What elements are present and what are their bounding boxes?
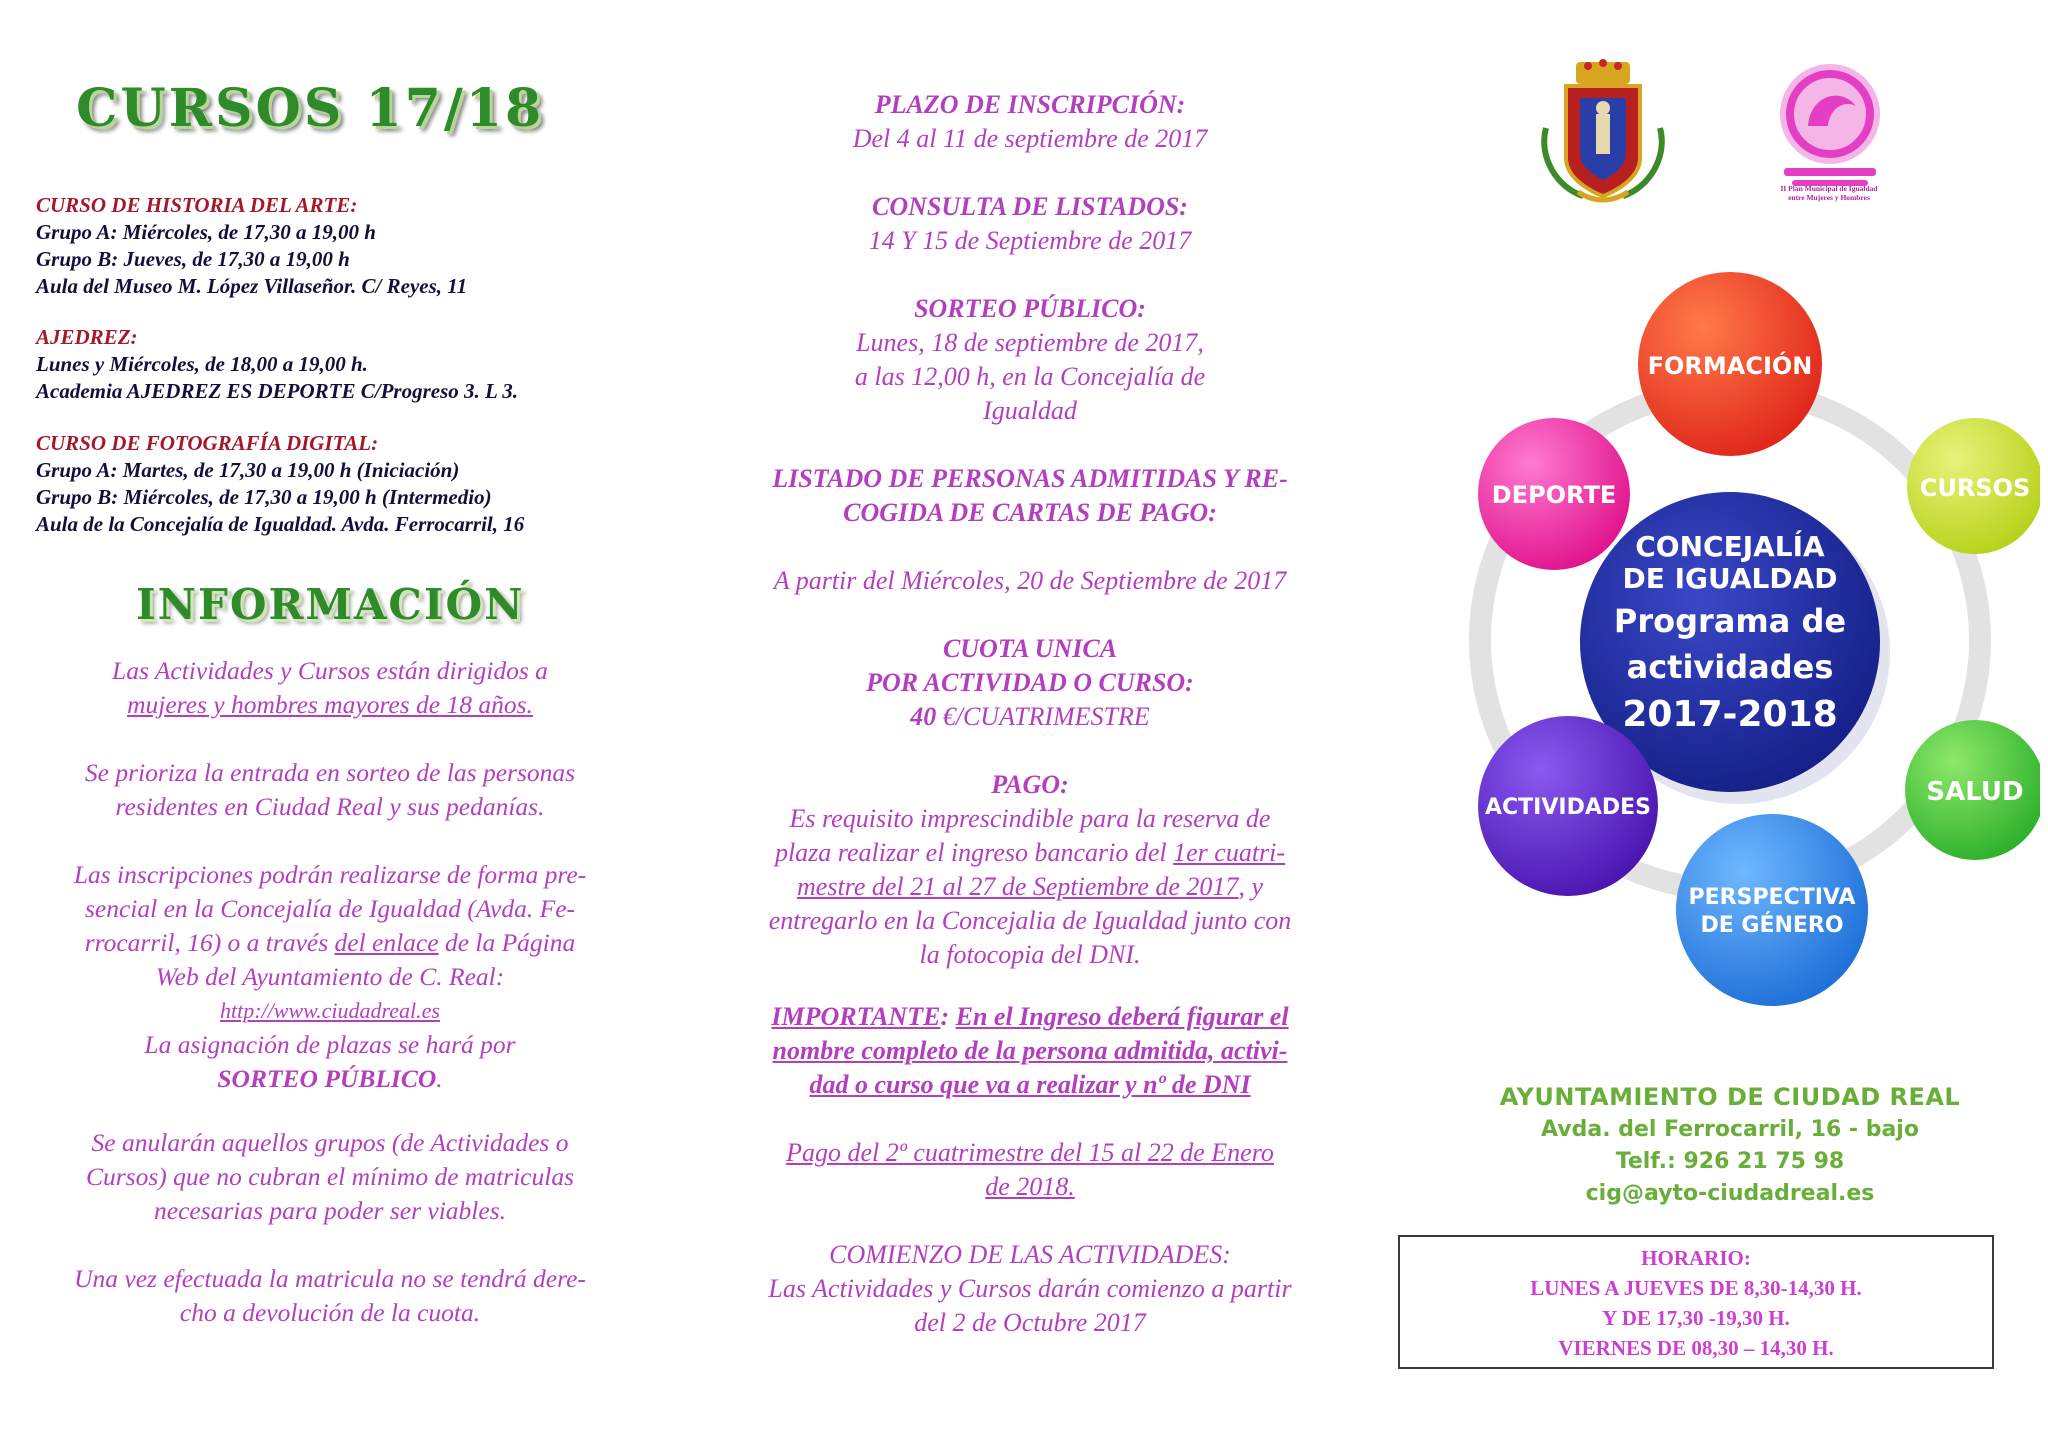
center-label: DE IGUALDAD	[1622, 562, 1838, 595]
node-label: CURSOS	[1919, 474, 2031, 502]
section-text: 1er cuatri-	[1173, 838, 1286, 867]
course-title: CURSO DE HISTORIA DEL ARTE:	[36, 193, 358, 217]
section-text: Las Actividades y Cursos darán comienzo a partir	[768, 1274, 1292, 1303]
cuota-section	[710, 632, 1350, 734]
center-year: 2017-2018	[1622, 694, 1838, 735]
cuota-amount-line	[710, 700, 1350, 734]
section-text: la fotocopia del DNI.	[919, 940, 1141, 969]
node-perspectiva	[1676, 814, 1868, 1006]
info-line: residentes en Ciudad Real y sus pedanías.	[115, 792, 545, 821]
section-text: mestre del 21 al 27 de Septiembre de 2017	[797, 872, 1239, 901]
info-text: de la Página	[444, 928, 576, 957]
section-heading: PLAZO DE INSCRIPCIÓN:	[874, 90, 1186, 119]
horario-title: HORARIO:	[1641, 1246, 1751, 1270]
section-text: de 2018.	[985, 1172, 1075, 1201]
sorteo-section	[710, 292, 1350, 428]
cuota-amount: 40	[910, 702, 937, 731]
middle-column	[680, 0, 1360, 1448]
importante-section	[710, 1000, 1350, 1102]
info-line: Cursos) que no cubran el mínimo de matriculas	[85, 1162, 574, 1191]
section-text: del 2 de Octubre 2017	[914, 1308, 1146, 1337]
section-heading: PAGO:	[991, 770, 1069, 799]
course-line: Academia AJEDREZ ES DEPORTE C/Progreso 3. L 3.	[36, 379, 519, 403]
comienzo-section	[710, 1238, 1350, 1340]
horario-line: Y DE 17,30 -19,30 H.	[1602, 1306, 1790, 1330]
ayuntamiento-address: Avda. del Ferrocarril, 16 - bajo	[1541, 1117, 1919, 1142]
info-line: mujeres y hombres mayores de 18 años.	[127, 690, 533, 719]
sorteo-publico-emphasis: SORTEO PÚBLICO	[217, 1064, 437, 1093]
importante-line	[710, 1000, 1350, 1034]
plazo-section	[710, 88, 1350, 156]
course-line: Lunes y Miércoles, de 18,00 a 19,00 h.	[36, 352, 368, 376]
section-heading: POR ACTIVIDAD O CURSO:	[866, 668, 1194, 697]
ayuntamiento-name: AYUNTAMIENTO DE CIUDAD REAL	[1499, 1083, 1961, 1111]
course-line: Aula del Museo M. López Villaseñor. C/ Reyes, 11	[36, 274, 468, 298]
info-text: .	[436, 1064, 443, 1093]
info-line: Las Actividades y Cursos están dirigidos a	[112, 656, 548, 685]
course-title: CURSO DE FOTOGRAFÍA DIGITAL:	[36, 431, 379, 455]
consulta-section	[710, 190, 1350, 258]
node-actividades	[1478, 716, 1658, 896]
course-fotografia	[36, 430, 524, 538]
node-cursos	[1907, 418, 2040, 554]
horario-line: LUNES A JUEVES DE 8,30-14,30 H.	[1530, 1276, 1862, 1300]
section-text: :	[940, 1002, 950, 1031]
ayuntamiento-phone: Telf.: 926 21 75 98	[1615, 1149, 1845, 1174]
course-line: Grupo A: Martes, de 17,30 a 19,00 h (Iniciación)	[36, 458, 460, 482]
pago-section	[710, 768, 1350, 972]
node-label: DE GÉNERO	[1700, 913, 1844, 938]
section-text: entregarlo en la Concejalia de Igualdad junto con	[768, 906, 1292, 935]
node-label: FORMACIÓN	[1647, 352, 1813, 380]
section-text: 14 Y 15 de Septiembre de 2017	[868, 226, 1192, 255]
info-line: sencial en la Concejalía de Igualdad (Avda. Fe-	[84, 894, 576, 923]
enlace-link[interactable]: del enlace	[334, 928, 439, 957]
informacion-title: INFORMACIÓN	[136, 580, 525, 629]
section-heading: CUOTA UNICA	[942, 634, 1118, 663]
info-text: rrocarril, 16) o a través	[84, 928, 329, 957]
node-label: SALUD	[1926, 777, 2024, 807]
node-label: ACTIVIDADES	[1485, 795, 1651, 820]
node-deporte	[1478, 418, 1630, 570]
listado-date	[710, 564, 1350, 598]
section-text: Del 4 al 11 de septiembre de 2017	[852, 124, 1208, 153]
course-line: Grupo A: Miércoles, de 17,30 a 19,00 h	[36, 220, 376, 244]
plan-caption-line: entre Mujeres y Hombres	[1788, 193, 1870, 202]
node-salud	[1905, 720, 2040, 860]
importante-text: dad o curso que va a realizar y nº de DNI	[809, 1070, 1251, 1099]
info-line: Una vez efectuada la matricula no se tendrá dere-	[74, 1264, 586, 1293]
course-title: AJEDREZ:	[36, 325, 138, 349]
center-label: Programa de	[1613, 602, 1847, 640]
listado-section	[710, 462, 1350, 530]
info-line: necesarias para poder ser viables.	[154, 1196, 506, 1225]
importante-text: nombre completo de la persona admitida, activi-	[772, 1036, 1288, 1065]
node-formacion	[1638, 272, 1822, 456]
center-label: actividades	[1626, 648, 1834, 686]
importante-label: IMPORTANTE	[771, 1002, 941, 1031]
section-text: Es requisito imprescindible para la reserva de	[789, 804, 1271, 833]
section-heading: COMIENZO DE LAS ACTIVIDADES:	[829, 1240, 1231, 1269]
horario-line: VIERNES DE 08,30 – 14,30 H.	[1558, 1336, 1834, 1360]
node-label: PERSPECTIVA	[1688, 885, 1856, 910]
info-paragraph-audience	[30, 654, 630, 722]
section-text: Igualdad	[983, 396, 1077, 425]
course-line: Grupo B: Miércoles, de 17,30 a 19,00 h (Intermedio)	[36, 485, 492, 509]
info-line: Web del Ayuntamiento de C. Real:	[155, 962, 505, 991]
info-line	[30, 926, 630, 960]
info-line: Se anularán aquellos grupos (de Actividades o	[91, 1128, 569, 1157]
section-text: a las 12,00 h, en la Concejalía de	[854, 362, 1206, 391]
section-text: plaza realizar el ingreso bancario del	[774, 838, 1167, 867]
plan-caption	[1754, 184, 1904, 202]
node-label: DEPORTE	[1491, 481, 1617, 509]
info-line: Las inscripciones podrán realizarse de forma pre-	[73, 860, 587, 889]
course-historia-arte	[36, 192, 467, 300]
info-paragraph-inscriptions	[30, 858, 630, 1096]
activities-wheel	[1420, 270, 2040, 1030]
info-paragraph-cancel	[30, 1126, 630, 1228]
cuota-unit: €/CUATRIMESTRE	[936, 702, 1150, 731]
section-text: Lunes, 18 de septiembre de 2017,	[856, 328, 1204, 357]
section-text: Pago del 2º cuatrimestre del 15 al 22 de Enero	[786, 1138, 1274, 1167]
course-line: Grupo B: Jueves, de 17,30 a 19,00 h	[36, 247, 350, 271]
coat-of-arms-icon	[1538, 58, 1668, 208]
course-line: Aula de la Concejalía de Igualdad. Avda. Ferrocarril, 16	[36, 512, 525, 536]
section-heading: COGIDA DE CARTAS DE PAGO:	[843, 498, 1217, 527]
right-column	[1360, 0, 2048, 1448]
section-heading: CONSULTA DE LISTADOS:	[872, 192, 1188, 221]
center-label: CONCEJALÍA	[1635, 530, 1825, 563]
course-ajedrez	[36, 324, 518, 405]
horario-box	[1398, 1235, 1994, 1369]
left-column	[0, 0, 680, 1448]
cursos-title: CURSOS 17/18	[76, 78, 545, 139]
info-line: Se prioriza la entrada en sorteo de las personas	[84, 758, 576, 787]
plan-caption-line: II Plan Municipal de Igualdad	[1780, 184, 1878, 193]
info-paragraph-priority	[30, 756, 630, 824]
section-heading: LISTADO DE PERSONAS ADMITIDAS Y RE-	[772, 464, 1288, 493]
info-paragraph-refund	[30, 1262, 630, 1330]
info-line: La asignación de plazas se hará por	[144, 1030, 516, 1059]
section-text: A partir del Miércoles, 20 de Septiembre de 2017	[773, 566, 1287, 595]
info-line	[30, 1062, 630, 1096]
section-text	[710, 870, 1350, 904]
info-line: cho a devolución de la cuota.	[179, 1298, 481, 1327]
website-link[interactable]: http://www.ciudadreal.es	[220, 998, 440, 1023]
ayuntamiento-email[interactable]: cig@ayto-ciudadreal.es	[1585, 1181, 1875, 1206]
pago2-section	[710, 1136, 1350, 1204]
importante-text: En el Ingreso deberá figurar el	[955, 1002, 1289, 1031]
section-text	[710, 836, 1350, 870]
section-heading: SORTEO PÚBLICO:	[914, 294, 1146, 323]
section-text: , y	[1238, 872, 1263, 901]
